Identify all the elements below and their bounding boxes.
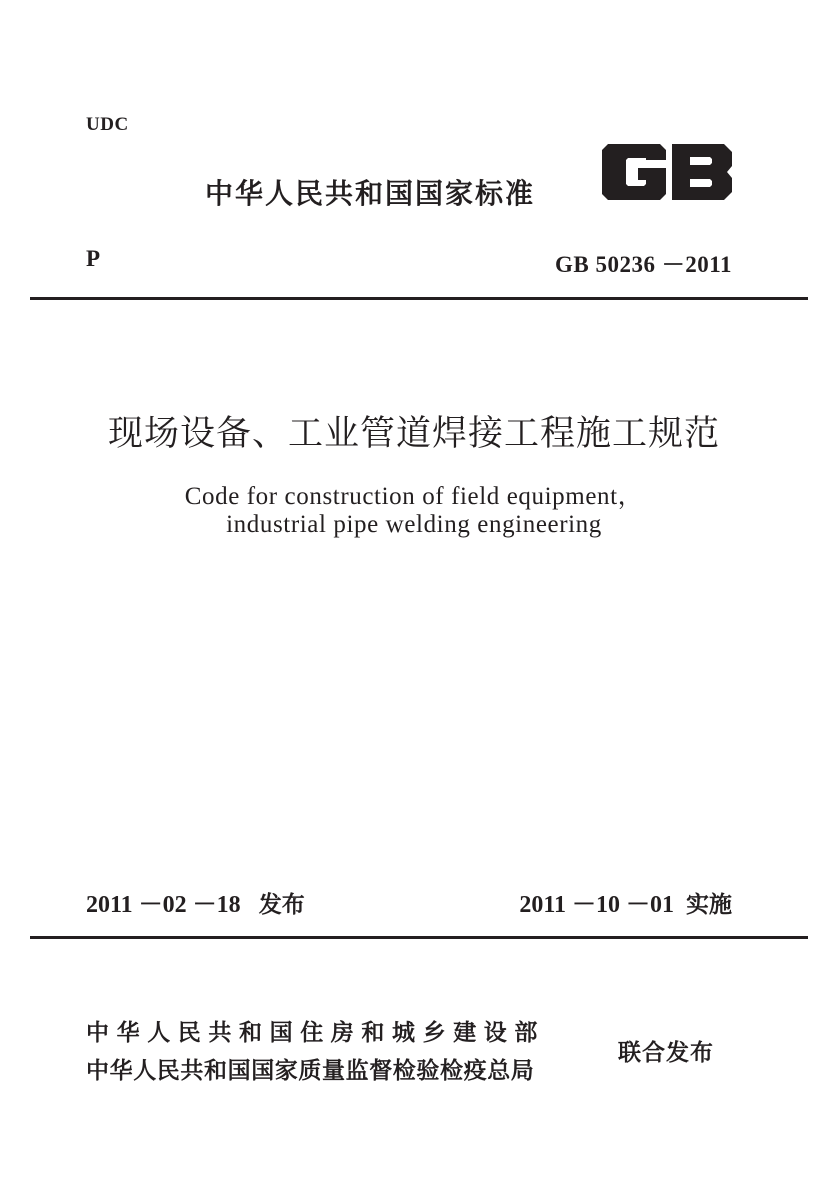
title-english-line2: industrial pipe welding engineering	[226, 511, 602, 538]
category-code: P	[86, 246, 101, 271]
implementation-date: 2011 －10 －01	[519, 892, 674, 918]
standard-number: GB 50236 －2011	[555, 252, 732, 277]
bottom-divider	[30, 936, 808, 939]
top-divider	[30, 297, 808, 300]
issuer-aqsiq: 中华人民共和国国家质量监督检验检疫总局	[86, 1058, 535, 1084]
issue-date-line	[86, 884, 305, 919]
issue-date: 2011 －02 －18	[86, 892, 241, 918]
joint-issue-label: 联合发布	[618, 1040, 714, 1066]
implementation-label: 实施	[686, 892, 732, 918]
national-standard-heading: 中华人民共和国国家标准	[205, 177, 536, 210]
title-chinese: 现场设备、工业管道焊接工程施工规范	[107, 414, 720, 454]
gb-logo	[600, 138, 736, 206]
udc-label: UDC	[86, 114, 129, 135]
title-english-line1: Code for construction of field equipment，	[184, 483, 644, 510]
issuer-ministry-housing: 中华人民共和国住房和城乡建设部	[86, 1020, 545, 1046]
issue-label: 发布	[258, 892, 305, 918]
implementation-date-line	[519, 884, 732, 919]
